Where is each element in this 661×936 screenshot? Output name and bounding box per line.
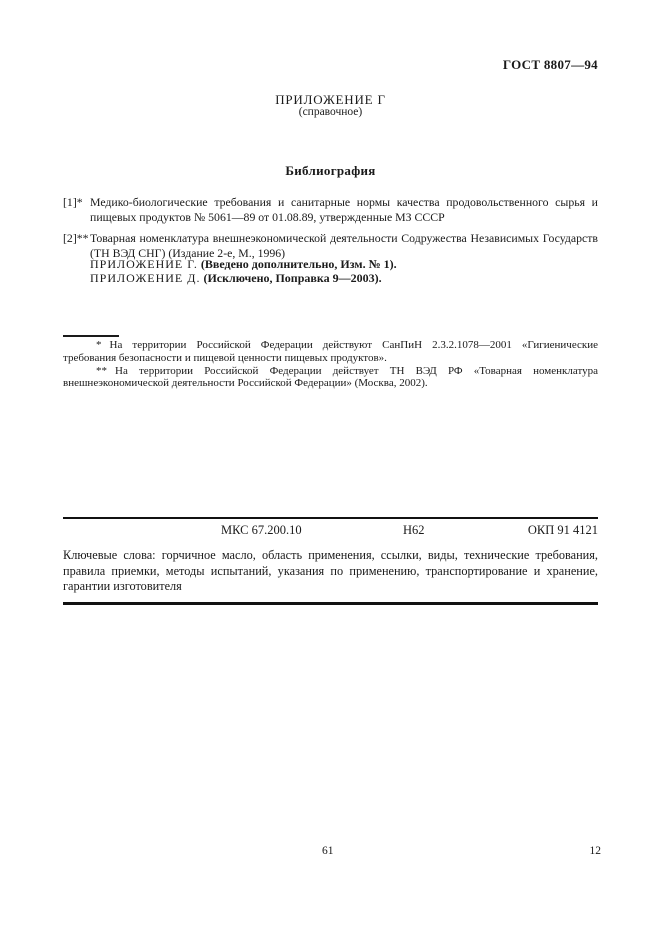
class-code: Н62: [403, 523, 425, 537]
reference-marker: [2]**: [63, 231, 89, 245]
appendix-note-label: ПРИЛОЖЕНИЕ Г.: [90, 257, 198, 271]
reference-text: Медико-биологические требования и санитарные нормы качества продовольственного сырья и пищевых продуктов № 5061—89 от 01.08.89, утвержденные МЗ СССР: [90, 195, 598, 224]
appendix-note-text: (Исключено, Поправка 9—2003).: [203, 270, 382, 285]
classification-top-rule: [63, 517, 598, 519]
footnote-marker: **: [96, 364, 107, 377]
page-number-center: 61: [322, 845, 334, 857]
appendix-note-line: [90, 272, 625, 286]
classification-row: [63, 523, 598, 539]
reference-item: [63, 231, 598, 260]
appendix-note-line: [90, 258, 625, 272]
footnote-item: [63, 339, 598, 365]
mks-code: МКС 67.200.10: [221, 523, 302, 537]
reference-item: [63, 195, 598, 224]
footnote-separator-rule: [63, 335, 119, 337]
footnote-list: [63, 339, 598, 390]
bibliography-title: Библиография: [285, 163, 376, 178]
appendix-notes: [63, 258, 625, 285]
doc-code: ГОСТ 8807—94: [502, 57, 598, 72]
reference-text: Товарная номенклатура внешнеэкономической деятельности Содружества Независимых Государств (ТН ВЭД СНГ) (Издание 2-е, М., 1996): [90, 231, 598, 260]
appendix-title: ПРИЛОЖЕНИЕ Г: [275, 92, 386, 107]
appendix-note-text: (Введено дополнительно, Изм. № 1).: [200, 257, 397, 271]
okp-code: ОКП 91 4121: [527, 523, 598, 537]
appendix-subtitle: (справочное): [298, 106, 363, 118]
page-number-right: 12: [589, 845, 601, 857]
footnote-marker: *: [96, 339, 102, 351]
keywords-paragraph: Ключевые слова: горчичное масло, область применения, ссылки, виды, технические требования, правила приемки, методы испытаний, указания по применению, транспортирование и хранение, гарантии изготовителя: [63, 548, 598, 593]
classification-bottom-rule: [63, 602, 598, 605]
reference-marker: [1]*: [63, 195, 83, 209]
appendix-note-label: ПРИЛОЖЕНИЕ Д.: [90, 270, 201, 285]
footnote-text: На территории Российской Федерации действуют СанПиН 2.3.2.1078—2001 «Гигиенические требования безопасности и пищевой ценности пищевых продуктов».: [63, 339, 598, 364]
footnote-item: [63, 365, 598, 391]
footnote-text: На территории Российской Федерации действует ТН ВЭД РФ «Товарная номенклатура внешнеэкономической деятельности Российской Федерации» (Москва, 2002).: [63, 364, 598, 390]
